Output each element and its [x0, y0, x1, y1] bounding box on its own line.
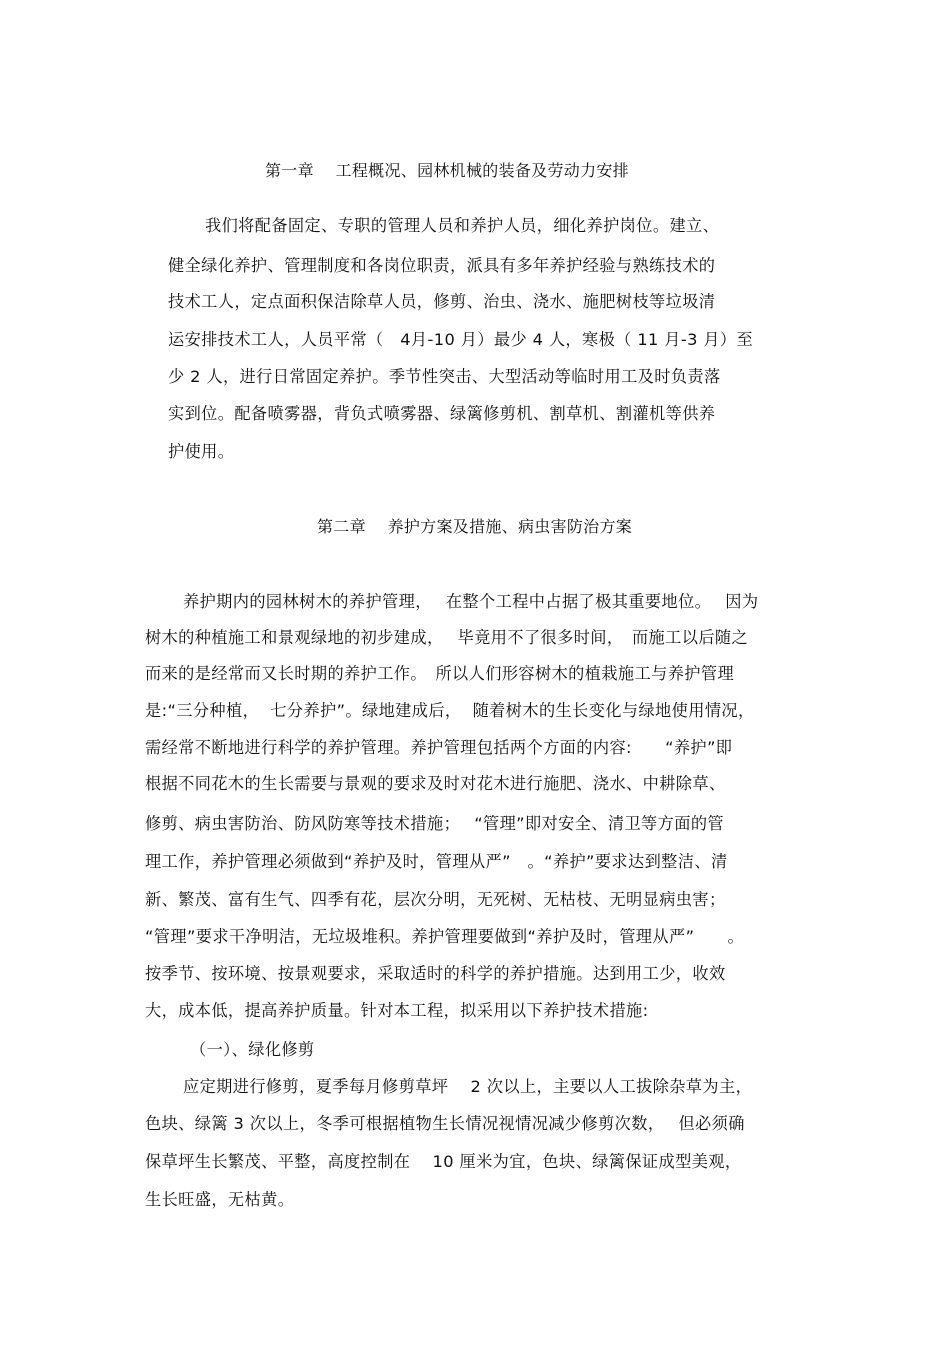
paragraph-line: 我们将配备固定、专职的管理人员和养护人员，细化养护岗位。建立、	[205, 216, 720, 235]
paragraph-line: 健全绿化养护、管理制度和各岗位职责，派具有多年养护经验与熟练技术的	[168, 256, 716, 275]
paragraph-line: “管理”要求干净明洁，无垃圾堆积。养护管理要做到“养护及时，管理从严” 。	[145, 927, 745, 946]
paragraph-line: 修剪、病虫害防治、防风防寒等技术措施； “管理”即对安全、清卫等方面的管	[145, 814, 724, 833]
paragraph-line: 运安排技术工人，人员平常（ 4月-10 月）最少 4 人，寒极（ 11 月-3 月）至	[168, 330, 754, 349]
paragraph-line: 是:“三分种植， 七分养护”。绿地建成后， 随着树木的生长变化与绿地使用情况，	[145, 701, 755, 720]
paragraph-line: 而来的是经常而又长时期的养护工作。 所以人们形容树木的植栽施工与养护管理	[145, 664, 735, 683]
paragraph-line: 应定期进行修剪，夏季每月修剪草坪 2 次以上，主要以人工拔除杂草为主，	[183, 1077, 753, 1096]
paragraph-line: 根据不同花木的生长需要与景观的要求及时对花木进行施肥、浇水、中耕除草、	[145, 774, 726, 793]
chapter-1-title: 第一章 工程概况、园林机械的装备及劳动力安排	[265, 161, 629, 180]
paragraph-line: 需经常不断地进行科学的养护管理。养护管理包括两个方面的内容: “养护”即	[145, 738, 733, 757]
paragraph-line: 技术工人，定点面积保洁除草人员，修剪、治虫、浇水、施肥树枝等垃圾清	[168, 292, 716, 311]
paragraph-line: 新、繁茂、富有生气、四季有花，层次分明，无死树、无枯枝、无明显病虫害；	[145, 890, 726, 909]
paragraph-line: 实到位。配备喷雾器，背负式喷雾器、绿篱修剪机、割草机、割灌机等供养	[168, 404, 716, 423]
paragraph-line: 生长旺盛，无枯黄。	[145, 1190, 295, 1209]
paragraph-line: 护使用。	[168, 442, 235, 461]
paragraph-line: 大，成本低，提高养护质量。针对本工程，拟采用以下养护技术措施:	[145, 1001, 649, 1020]
paragraph-line: 按季节、按环境、按景观要求，采取适时的科学的养护措施。达到用工少，收效	[145, 964, 726, 983]
paragraph-line: 树木的种植施工和景观绿地的初步建成， 毕竟用不了很多时间， 而施工以后随之	[145, 628, 749, 647]
section-heading: （一）、绿化修剪	[190, 1040, 315, 1059]
paragraph-line: 理工作，养护管理必须做到“养护及时，管理从严” 。“养护”要求达到整洁、清	[145, 852, 728, 871]
paragraph-line: 保草坪生长繁茂、平整，高度控制在 10 厘米为宜，色块、绿篱保证成型美观，	[145, 1152, 742, 1171]
paragraph-line: 养护期内的园林树木的养护管理， 在整个工程中占据了极其重要地位。 因为	[183, 592, 759, 611]
chapter-2-title: 第二章 养护方案及措施、病虫害防治方案	[317, 517, 633, 536]
paragraph-line: 少 2 人，进行日常固定养护。季节性突击、大型活动等临时用工及时负责落	[168, 367, 721, 386]
paragraph-line: 色块、绿篱 3 次以上，冬季可根据植物生长情况视情况减少修剪次数， 但必须确	[145, 1114, 745, 1133]
